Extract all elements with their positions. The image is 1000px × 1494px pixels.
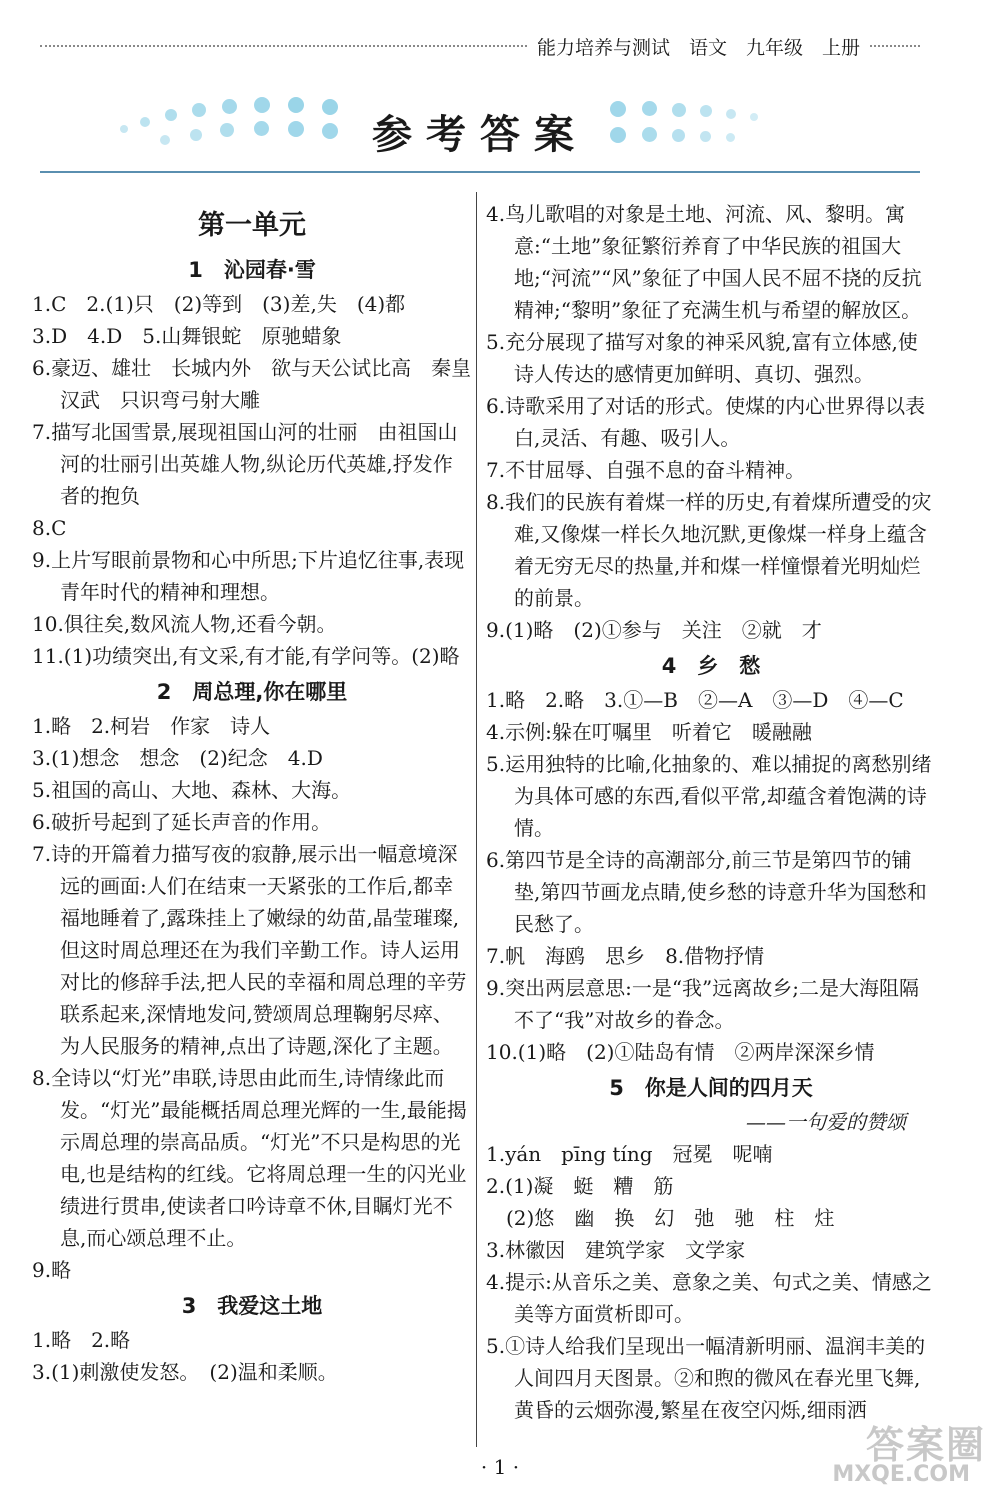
answer-line: 5.祖国的高山、大地、森林、大海。	[32, 778, 352, 802]
answer-line: 4.鸟儿歌唱的对象是土地、河流、风、黎明。寓意:“土地”象征繁衍养育了中华民族的祖国大地;“河流”“风”象征了中国人民不屈不挠的反抗精神;“黎明”象征了充满生机与希望的解放区。	[486, 202, 922, 322]
answer-line: 6.诗歌采用了对话的形式。使煤的内心世界得以表白,灵活、有趣、吸引人。	[486, 394, 926, 450]
answer-line: 8.C	[32, 516, 67, 540]
section-title-1: 1 沁园春·雪	[188, 258, 316, 282]
unit-title: 第一单元	[198, 210, 306, 241]
answer-line: 10.(1)略 (2)①陆岛有情 ②两岸深深乡情	[486, 1040, 875, 1064]
answer-line: 9.突出两层意思:一是“我”远离故乡;二是大海阻隔不了“我”对故乡的眷念。	[486, 976, 920, 1032]
answer-line: 6.破折号起到了延长声音的作用。	[32, 810, 332, 834]
watermark-url: MXQE.COM	[832, 1462, 970, 1487]
answer-line: 3.(1)想念 想念 (2)纪念 4.D	[32, 746, 323, 770]
answer-line: 4.示例:躲在叮嘱里 听着它 暖融融	[486, 720, 812, 744]
left-column	[32, 196, 472, 1388]
answer-line: 1.略 2.略	[32, 1328, 131, 1352]
answer-banner	[40, 85, 920, 177]
answer-line: 3.(1)刺激使发怒。 (2)温和柔顺。	[32, 1360, 338, 1384]
watermark-logo: 答案圈	[865, 1423, 986, 1467]
section-title-5: 5 你是人间的四月天	[609, 1076, 813, 1100]
answer-line: 5.①诗人给我们呈现出一幅清新明丽、温润丰美的人间四月天图景。②和煦的微风在春光里飞舞,黄昏的云烟弥漫,繁星在夜空闪烁,细雨洒	[486, 1334, 926, 1422]
answer-line: 11.(1)功绩突出,有文采,有才能,有学问等。(2)略	[32, 644, 460, 668]
answer-line: 7.描写北国雪景,展现祖国山河的壮丽 由祖国山河的壮丽引出英雄人物,纵论历代英雄,抒发作者的抱负	[32, 420, 458, 508]
running-header	[40, 32, 920, 60]
answer-line: 7.不甘屈辱、自强不息的奋斗精神。	[486, 458, 806, 482]
banner-title: 参考答案	[372, 112, 588, 158]
answer-line: 9.略	[32, 1258, 72, 1282]
section-subtitle-5: ——一句爱的赞颂	[746, 1110, 906, 1134]
answer-line: 3.林徽因 建筑学家 文学家	[486, 1238, 746, 1262]
header-text: 能力培养与测试 语文 九年级 上册	[536, 36, 860, 59]
answer-line: (2)悠 幽 换 幻 弛 驰 柱 炷	[486, 1206, 835, 1230]
section-title-3: 3 我爱这土地	[181, 1294, 323, 1318]
section-title-2: 2 周总理,你在哪里	[156, 680, 348, 704]
section-title-4: 4 乡 愁	[661, 654, 761, 678]
answer-line: 7.诗的开篇着力描写夜的寂静,展示出一幅意境深远的画面:人们在结束一天紧张的工作后,都幸福地睡着了,露珠挂上了嫩绿的幼苗,晶莹璀璨,但这时周总理还在为我们辛勤工作。诗人运用对比的修辞手法,把人民的幸福和周总理的辛劳联系起来,深情地发问,赞颂周总理鞠躬尽瘁、为人民服务的精神,点出了诗题,深化了主题。	[32, 842, 467, 1058]
right-column	[486, 198, 936, 1426]
answer-line: 7.帆 海鸥 思乡 8.借物抒情	[486, 944, 765, 968]
header-dotted-rule-right	[870, 45, 920, 47]
header-dotted-rule	[40, 45, 527, 47]
banner-rule	[40, 171, 920, 173]
column-divider	[476, 192, 477, 1447]
answer-line: 1.略 2.柯岩 作家 诗人	[32, 714, 271, 738]
answer-line: 2.(1)凝 蜓 糟 筋	[486, 1174, 674, 1198]
answer-line: 6.豪迈、雄壮 长城内外 欲与天公试比高 秦皇汉武 只识弯弓射大雕	[32, 356, 472, 412]
answer-line: 4.提示:从音乐之美、意象之美、句式之美、情感之美等方面赏析即可。	[486, 1270, 932, 1326]
answer-line: 9.(1)略 (2)①参与 关注 ②就 才	[486, 618, 822, 642]
answer-line: 5.充分展现了描写对象的神采风貌,富有立体感,使诗人传达的感情更加鲜明、真切、强烈。	[486, 330, 918, 386]
answer-line: 8.全诗以“灯光”串联,诗思由此而生,诗情缘此而发。“灯光”最能概括周总理光辉的一生,最能揭示周总理的崇高品质。“灯光”不只是构思的光电,也是结构的红线。它将周总理一生的闪光业绩进行贯串,使读者口吟诗章不休,目瞩灯光不息,而心颂总理不止。	[32, 1066, 467, 1250]
answer-line: 1.略 2.略 3.①—B ②—A ③—D ④—C	[486, 688, 904, 712]
answer-line: 8.我们的民族有着煤一样的历史,有着煤所遭受的灾难,又像煤一样长久地沉默,更像煤一样身上蕴含着无穷无尽的热量,并和煤一样憧憬着光明灿烂的前景。	[486, 490, 932, 610]
answer-line: 1.yán pīng tíng 冠冕 呢喃	[486, 1142, 773, 1166]
answer-line: 1.C 2.(1)只 (2)等到 (3)差,失 (4)都	[32, 292, 406, 316]
answer-line: 10.俱往矣,数风流人物,还看今朝。	[32, 612, 337, 636]
answer-line: 9.上片写眼前景物和心中所思;下片追忆往事,表现青年时代的精神和理想。	[32, 548, 465, 604]
answer-line: 5.运用独特的比喻,化抽象的、难以捕捉的离愁别绪为具体可感的东西,看似平常,却蕴含着饱满的诗情。	[486, 752, 932, 840]
page-number: · 1 ·	[480, 1455, 520, 1479]
answer-line: 3.D 4.D 5.山舞银蛇 原驰蜡象	[32, 324, 342, 348]
answer-line: 6.第四节是全诗的高潮部分,前三节是第四节的铺垫,第四节画龙点睛,使乡愁的诗意升华为国愁和民愁了。	[486, 848, 927, 936]
